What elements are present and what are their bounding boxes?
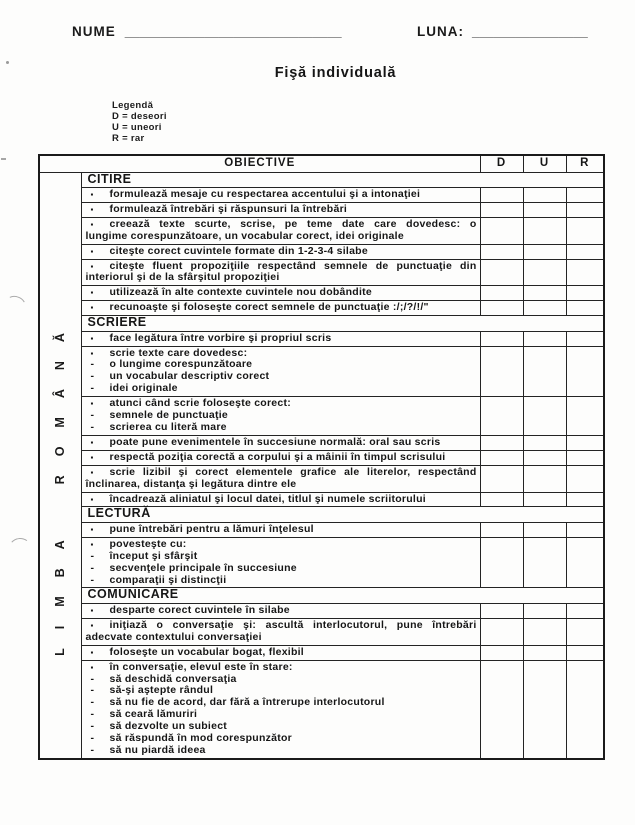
objective-line-text: scrie texte care dovedesc: (109, 346, 248, 359)
objective-line-text: creează texte scurte, scrise, pe teme date care dovedesc: o (109, 217, 477, 230)
square-bullet-icon: ▪ (90, 219, 94, 229)
rating-cell-d (480, 660, 523, 759)
rating-cell-r (566, 450, 604, 465)
section-title: LECTURĂ (81, 507, 604, 523)
table-header-row (39, 155, 604, 172)
rating-cell-d (480, 286, 523, 301)
objective-line (86, 524, 477, 536)
objective-line-text: atunci când scrie foloseşte corect: (109, 397, 291, 410)
objective-line-text: interiorul şi de la sfârşitul propoziţiei (85, 271, 280, 284)
rating-cell-r (566, 397, 604, 436)
objective-line-text: formulează întrebări şi răspunsuri la întrebări (109, 202, 348, 215)
objective-line-text: să răspundă în mod corespunzător (109, 732, 292, 745)
section-title: COMUNICARE (81, 588, 604, 604)
objective-text-cell (81, 301, 480, 316)
objective-row (39, 244, 604, 259)
rating-cell-u (523, 465, 566, 492)
rating-cell-u (523, 492, 566, 507)
objective-line-text: utilizează în alte contexte cuvintele nou dobândite (109, 286, 372, 299)
objective-row (39, 202, 604, 217)
objective-text-cell (81, 450, 480, 465)
objective-row (39, 301, 604, 316)
rating-cell-u (523, 244, 566, 259)
rating-cell-r (566, 522, 604, 537)
objective-line (86, 383, 477, 395)
dash-icon: - (90, 370, 95, 383)
square-bullet-icon: ▪ (90, 452, 94, 462)
objective-line (86, 437, 477, 449)
rating-cell-r (566, 465, 604, 492)
rating-cell-u (523, 450, 566, 465)
dash-icon: - (90, 732, 95, 745)
objective-line-text: formulează mesaje cu respectarea accentului şi a intonaţiei (109, 188, 421, 200)
objective-row (39, 603, 604, 618)
objective-line (86, 231, 477, 243)
square-bullet-icon: ▪ (90, 437, 94, 447)
objective-text-cell (81, 522, 480, 537)
rating-cell-u (523, 645, 566, 660)
section-title: CITIRE (81, 172, 604, 188)
objective-row (39, 217, 604, 244)
rating-cell-u (523, 259, 566, 286)
section-header-row (39, 316, 604, 332)
legend-item-d: D = deseori (112, 111, 167, 122)
rating-cell-d (480, 603, 523, 618)
objective-line (86, 632, 477, 644)
objective-line-text: o lungime corespunzătoare (109, 358, 253, 371)
dash-icon: - (90, 421, 95, 433)
rating-cell-d (480, 217, 523, 244)
objective-row (39, 645, 604, 660)
objective-line (86, 452, 477, 464)
rating-cell-d (480, 331, 523, 346)
objective-line-text: început şi sfârşit (109, 549, 198, 562)
rating-cell-u (523, 435, 566, 450)
rating-cell-d (480, 301, 523, 316)
rating-cell-u (523, 618, 566, 645)
objective-text-cell (81, 397, 480, 436)
objective-line-text: lungime corespunzătoare, un vocabular corect, idei originale (85, 229, 404, 242)
dash-icon: - (90, 358, 95, 371)
objective-line-text: să deschidă conversaţia (109, 672, 237, 685)
rating-cell-d (480, 522, 523, 537)
rating-cell-d (480, 244, 523, 259)
objective-line (86, 204, 477, 216)
objective-line-text: să-şi aştepte rândul (109, 684, 214, 697)
rating-cell-u (523, 537, 566, 588)
objective-line (86, 246, 477, 258)
objective-row (39, 618, 604, 645)
rating-cell-r (566, 259, 604, 286)
subject-sidebar-cell (39, 172, 81, 759)
objective-line-text: să ceară lămuriri (109, 708, 198, 721)
rating-cell-u (523, 346, 566, 397)
objective-line-text: scrie lizibil şi corect elementele grafice ale literelor, respectând (109, 465, 477, 478)
rating-cell-r (566, 492, 604, 507)
square-bullet-icon: ▪ (90, 303, 94, 313)
objective-text-cell (81, 286, 480, 301)
dash-icon: - (90, 720, 95, 733)
objective-text-cell (81, 435, 480, 450)
objective-line (86, 745, 477, 757)
dash-icon: - (90, 743, 95, 756)
objective-text-cell (81, 660, 480, 759)
rating-cell-r (566, 660, 604, 759)
rating-cell-r (566, 537, 604, 588)
square-bullet-icon: ▪ (90, 190, 94, 199)
objective-row (39, 465, 604, 492)
square-bullet-icon: ▪ (90, 246, 94, 256)
objective-line (86, 605, 477, 617)
objective-text-cell (81, 331, 480, 346)
rating-cell-d (480, 346, 523, 397)
rating-cell-r (566, 202, 604, 217)
square-bullet-icon: ▪ (90, 539, 94, 549)
rating-cell-d (480, 450, 523, 465)
rating-cell-u (523, 397, 566, 436)
square-bullet-icon: ▪ (90, 399, 94, 409)
dash-icon: - (90, 561, 95, 574)
rating-cell-d (480, 188, 523, 203)
objective-line-text: desparte corect cuvintele în silabe (109, 603, 290, 616)
rating-cell-r (566, 618, 604, 645)
objective-line-text: face legătura între vorbire şi propriul scris (109, 331, 332, 344)
section-header-row (39, 507, 604, 523)
form-header-row (0, 24, 635, 44)
objective-line-text: respectă poziţia corectă a corpului şi a mâinii în timpul scrisului (109, 450, 446, 463)
objective-text-cell (81, 465, 480, 492)
objective-text-cell (81, 188, 480, 203)
rating-cell-d (480, 492, 523, 507)
rating-cell-d (480, 537, 523, 588)
rating-cell-r (566, 645, 604, 660)
objective-text-cell (81, 603, 480, 618)
name-blank-line: ______________________________ (124, 24, 342, 39)
rating-cell-u (523, 301, 566, 316)
objective-text-cell (81, 537, 480, 588)
objective-line-text: povesteşte cu: (109, 537, 187, 550)
objective-line-text: să dezvolte un subiect (109, 720, 228, 733)
dash-icon: - (90, 549, 95, 562)
objective-line (86, 189, 477, 201)
objective-line (86, 272, 477, 284)
rating-cell-r (566, 346, 604, 397)
rating-cell-d (480, 645, 523, 660)
objective-line-text: idei originale (109, 382, 178, 395)
rating-cell-d (480, 259, 523, 286)
rating-cell-d (480, 465, 523, 492)
square-bullet-icon: ▪ (90, 467, 94, 477)
scan-artifact-arc (1, 293, 28, 319)
square-bullet-icon: ▪ (90, 620, 94, 630)
scan-artifact-arc (8, 537, 32, 559)
rating-cell-r (566, 286, 604, 301)
page-title: Fişă individuală (274, 65, 397, 81)
rating-cell-r (566, 435, 604, 450)
dash-icon: - (90, 696, 95, 709)
rating-cell-u (523, 188, 566, 203)
objective-row (39, 537, 604, 588)
square-bullet-icon: ▪ (90, 333, 94, 343)
objective-line (86, 494, 477, 506)
objective-row (39, 331, 604, 346)
month-blank-line: ________________ (472, 24, 588, 39)
objective-row (39, 450, 604, 465)
objective-line-text: adecvate contextului conversaţiei (85, 630, 262, 643)
legend-heading: Legendă (112, 100, 154, 111)
subject-vertical-label: LIMBA ROMÂNĂ (53, 314, 68, 657)
rating-cell-d (480, 435, 523, 450)
dash-icon: - (90, 708, 95, 721)
objective-row (39, 397, 604, 436)
objective-line-text: să nu fie de acord, dar fără a întrerupe interlocutorul (109, 696, 385, 709)
dash-icon: - (90, 573, 95, 586)
rating-cell-u (523, 286, 566, 301)
rating-cell-r (566, 331, 604, 346)
objective-row (39, 286, 604, 301)
objective-row (39, 346, 604, 397)
objective-line-text: semnele de punctuaţie (109, 409, 228, 422)
dash-icon: - (90, 382, 95, 395)
rating-cell-u (523, 603, 566, 618)
square-bullet-icon: ▪ (90, 647, 94, 657)
square-bullet-icon: ▪ (90, 605, 94, 615)
objective-line-text: să nu piardă ideea (109, 743, 206, 756)
name-field-group (72, 24, 342, 39)
objective-line (86, 647, 477, 659)
objective-text-cell (81, 492, 480, 507)
objective-line-text: un vocabular descriptiv corect (109, 370, 270, 383)
objective-text-cell (81, 346, 480, 397)
objective-row (39, 435, 604, 450)
objective-line-text: recunoaşte şi foloseşte corect semnele de punctuaţie :/;/?/!/" (109, 301, 429, 314)
rating-cell-d (480, 397, 523, 436)
objective-line-text: citeşte corect cuvintele formate din 1-2-3-4 silabe (109, 244, 368, 257)
section-header-row (39, 172, 604, 188)
objective-line-text: pune întrebări pentru a lămuri înţelesul (109, 522, 314, 535)
objective-line (86, 333, 477, 345)
objective-line (86, 422, 477, 434)
objectives-table (38, 154, 605, 760)
objective-line-text: în conversaţie, elevul este în stare: (109, 660, 293, 673)
square-bullet-icon: ▪ (90, 288, 94, 298)
objective-row (39, 660, 604, 759)
objective-text-cell (81, 259, 480, 286)
objective-line-text: comparaţii şi distincţii (109, 573, 227, 586)
rating-cell-r (566, 603, 604, 618)
objective-text-cell (81, 217, 480, 244)
legend-item-u: U = uneori (112, 122, 162, 133)
objective-text-cell (81, 202, 480, 217)
section-title: SCRIERE (81, 316, 604, 332)
objective-line (86, 479, 477, 491)
objective-text-cell (81, 244, 480, 259)
objective-line-text: citeşte fluent propoziţiile respectând semnele de punctuaţie din (109, 259, 477, 272)
column-header-d: D (480, 155, 523, 172)
square-bullet-icon: ▪ (90, 204, 94, 214)
rating-cell-r (566, 244, 604, 259)
objective-line-text: secvenţele principale în succesiune (109, 561, 297, 574)
dash-icon: - (90, 672, 95, 685)
rating-cell-r (566, 188, 604, 203)
rating-cell-d (480, 202, 523, 217)
objective-row (39, 522, 604, 537)
objective-line-text: poate pune evenimentele în succesiune normală: oral sau scris (109, 435, 441, 448)
square-bullet-icon: ▪ (90, 662, 94, 672)
column-header-u: U (523, 155, 566, 172)
objective-line-text: încadrează aliniatul şi locul datei, titlul şi numele scriitorului (109, 492, 426, 505)
square-bullet-icon: ▪ (90, 348, 94, 358)
rating-cell-u (523, 331, 566, 346)
rating-cell-u (523, 660, 566, 759)
legend-item-r: R = rar (112, 133, 145, 144)
square-bullet-icon: ▪ (90, 494, 94, 504)
objective-row (39, 492, 604, 507)
objective-line (86, 575, 477, 587)
month-label: LUNA: (417, 24, 464, 39)
rating-cell-r (566, 301, 604, 316)
rating-cell-d (480, 618, 523, 645)
square-bullet-icon: ▪ (90, 261, 94, 271)
rating-cell-r (566, 217, 604, 244)
objective-line (86, 302, 477, 314)
rating-cell-u (523, 202, 566, 217)
objective-row (39, 259, 604, 286)
dash-icon: - (90, 409, 95, 422)
rating-cell-u (523, 522, 566, 537)
name-label: NUME (72, 24, 116, 39)
dash-icon: - (90, 684, 95, 697)
objective-line-text: scrierea cu literă mare (109, 421, 227, 433)
square-bullet-icon: ▪ (90, 524, 94, 534)
objective-line-text: foloseşte un vocabular bogat, flexibil (109, 645, 304, 658)
objective-line (86, 287, 477, 299)
objective-line-text: înclinarea, distanţa şi legătura dintre ele (85, 477, 297, 490)
objective-text-cell (81, 645, 480, 660)
column-header-r: R (566, 155, 604, 172)
legend (112, 100, 167, 144)
scan-artifact-speck (6, 61, 9, 64)
objectives-column-header: OBIECTIVE (39, 155, 480, 172)
section-header-row (39, 588, 604, 604)
rating-cell-u (523, 217, 566, 244)
objective-text-cell (81, 618, 480, 645)
month-field-group (417, 24, 588, 39)
scan-artifact-speck (1, 158, 6, 160)
objective-row (39, 188, 604, 203)
objective-line-text: iniţiază o conversaţie şi: ascultă interlocutorul, pune întrebări (109, 618, 477, 631)
